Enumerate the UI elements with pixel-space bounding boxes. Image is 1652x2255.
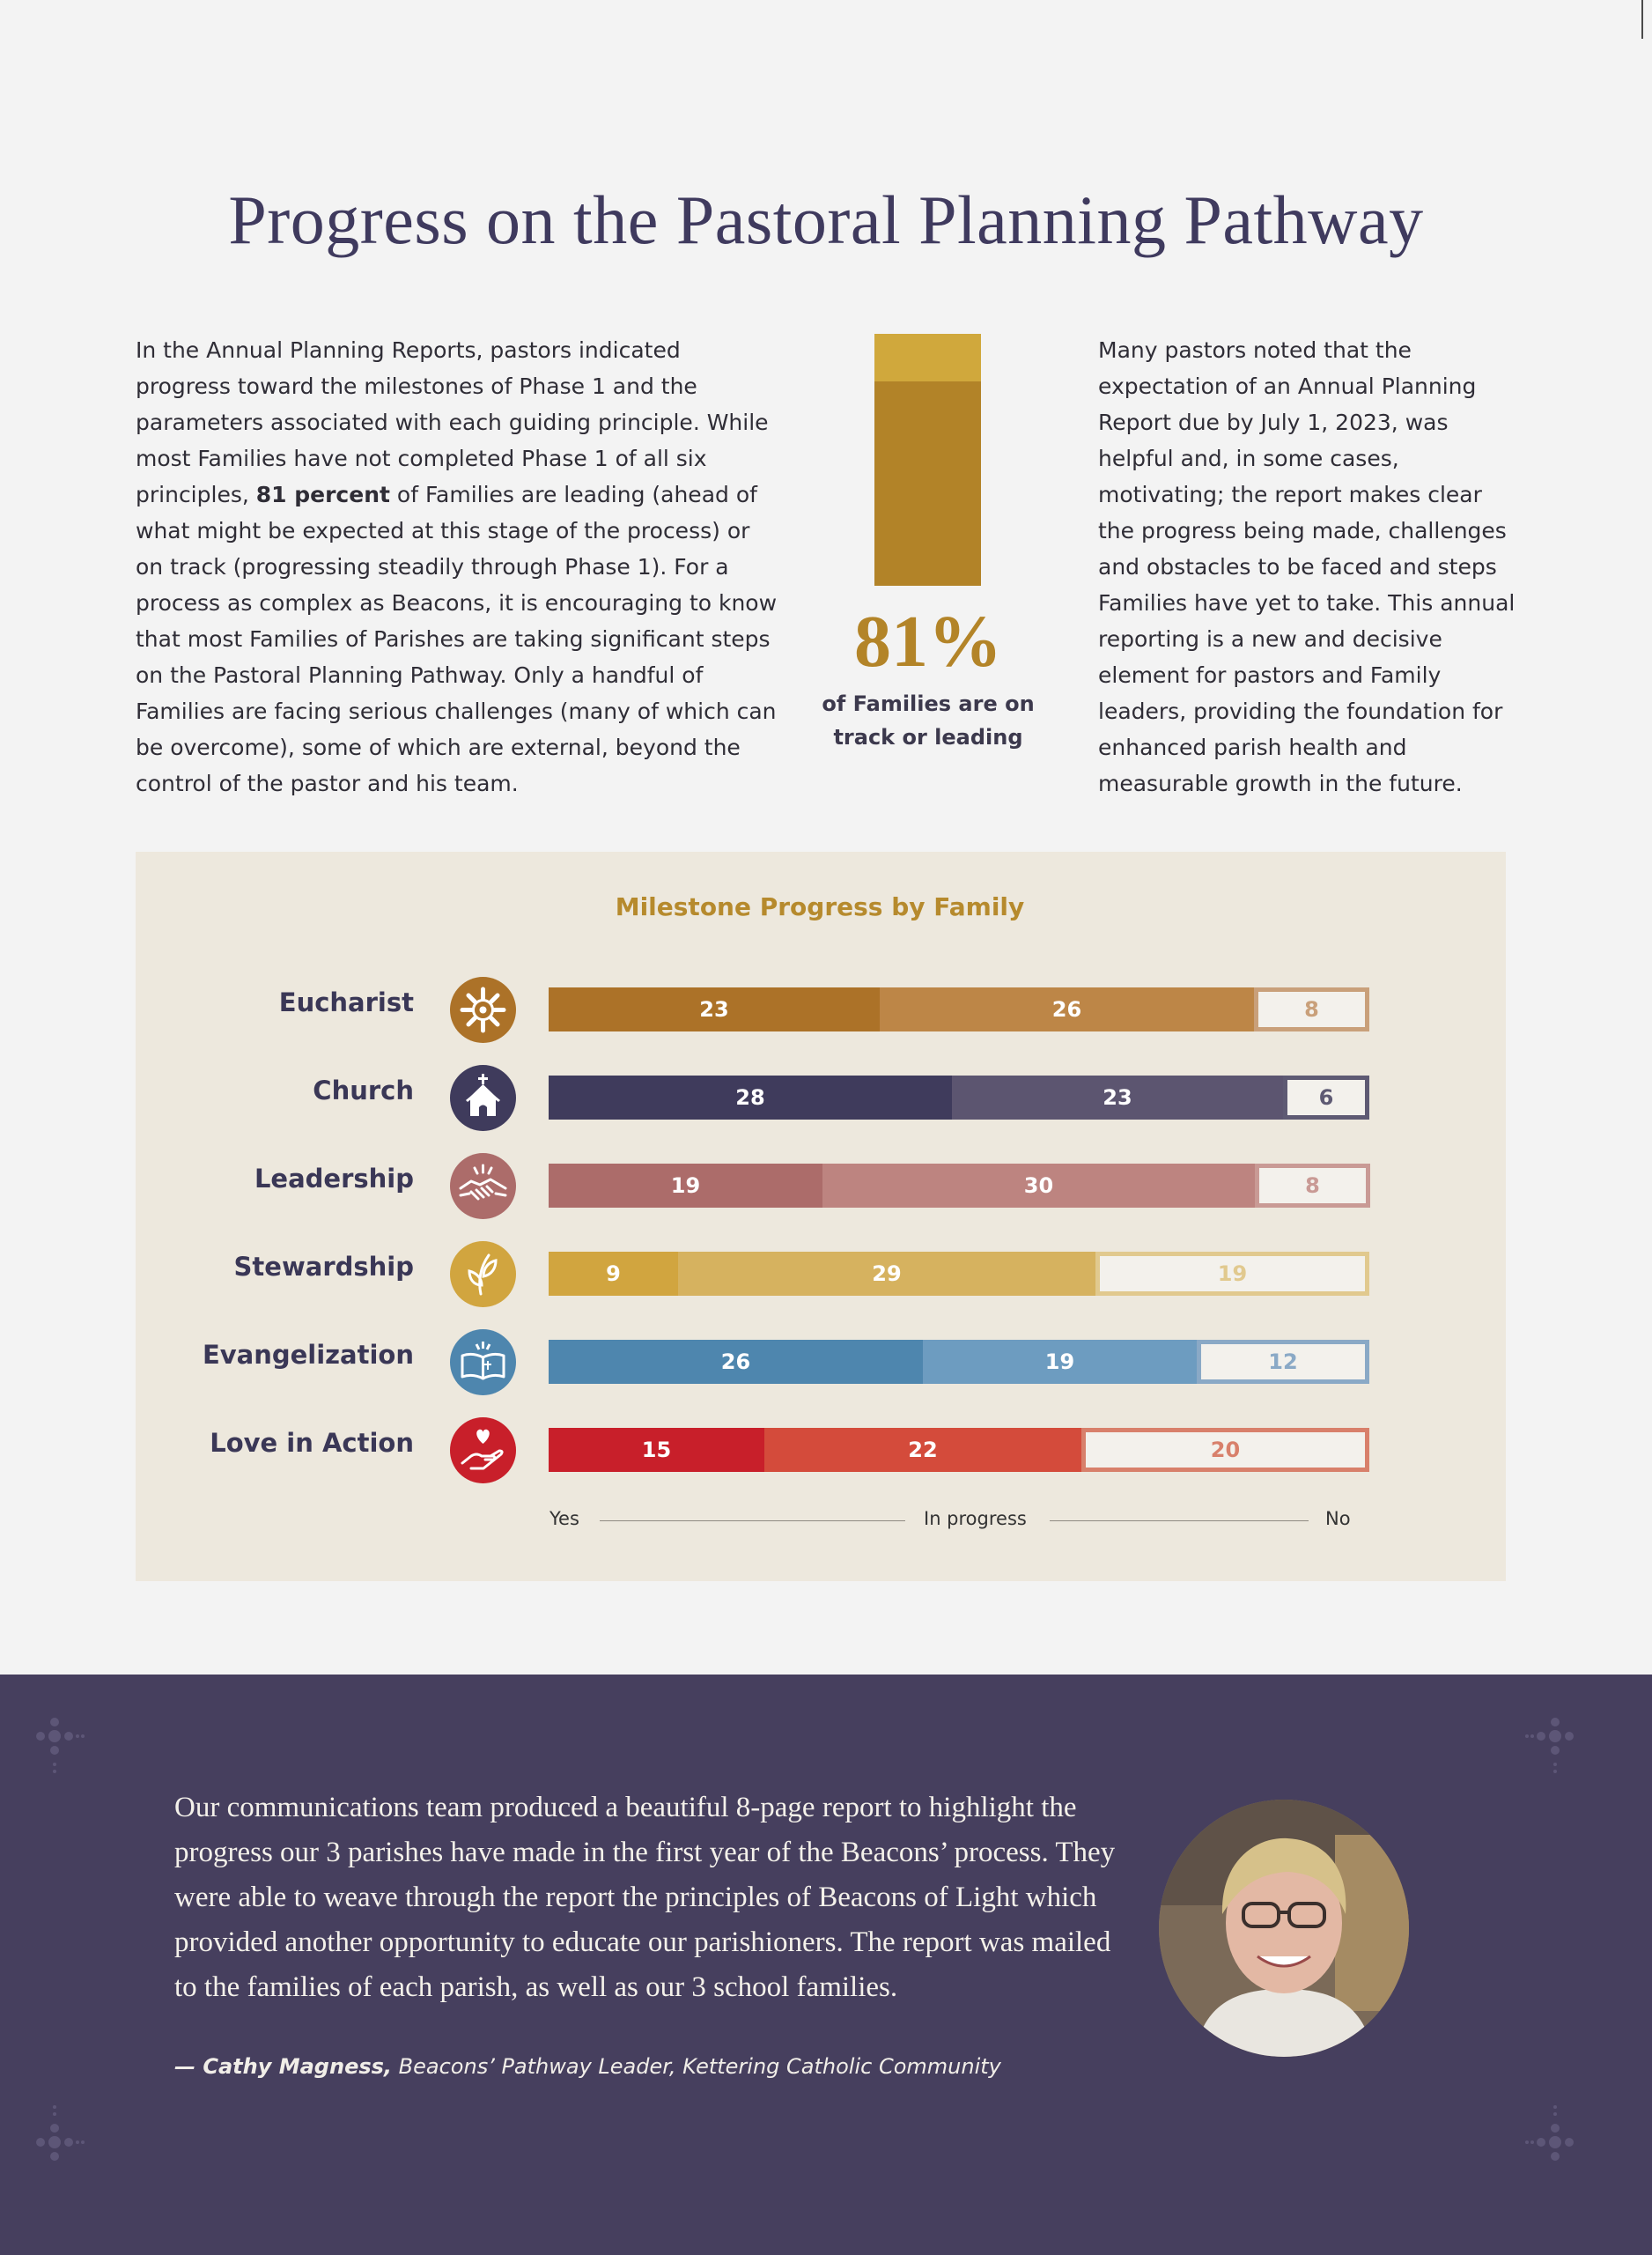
chart-bar-segment: [549, 1340, 923, 1384]
chart-bar-segment: [1283, 1076, 1369, 1120]
chart-data-label: 29: [872, 1261, 902, 1286]
chart-bar-segment: [1197, 1340, 1369, 1384]
handshake-icon: [450, 1153, 516, 1219]
cross-ornament-icon: [26, 2088, 88, 2167]
chart-bar-segment: [549, 1428, 764, 1472]
chart-data-label: 6: [1318, 1085, 1334, 1110]
chart-data-label: 22: [908, 1438, 938, 1462]
chart-bar-segment: [822, 1164, 1255, 1208]
portrait-image: [1159, 1800, 1409, 2057]
chart-category-label: Eucharist: [278, 987, 414, 1017]
cross-ornament-icon: [1522, 2088, 1583, 2167]
page-title: Progress on the Pastoral Planning Pathway: [228, 181, 1424, 258]
legend-in-progress: In progress: [924, 1508, 1027, 1529]
intro-left-paragraph: [136, 332, 778, 802]
testimonial-quote: Our communications team produced a beautiful 8-page report to highlight the progress our 3 parishes have made in the first year of the Beacons’ process. They were able to weave through the report the principles of Beacons of Light which provided another opportunity to educate our parishioners. The report was mailed to the families of each parish, as well as our 3 school families.: [174, 1792, 1116, 2003]
chart-data-label: 9: [606, 1261, 621, 1286]
chart-data-label: 26: [1051, 997, 1082, 1022]
chart-data-label: 30: [1023, 1173, 1054, 1198]
chart-data-label: 15: [641, 1438, 672, 1462]
chart-bar-segment: [678, 1252, 1095, 1296]
chart-bar-segment: [952, 1076, 1283, 1120]
stat-caption-line1: of Families are on: [822, 691, 1035, 716]
chart-bar-segment: [549, 1252, 678, 1296]
chart-bar-segment: [880, 987, 1254, 1031]
intro-right-paragraph: Many pastors noted that the expectation of an Annual Planning Report due by July 1, 2023, was helpful and, in some cases, motivating; the report makes clear the progress being made, challenges and obstacles to be faced and steps Families have yet to take. This annual reporting is a new and decisive element for pastors and Family leaders, providing the foundation for enhanced parish health and measurable growth in the future.: [1098, 337, 1516, 796]
testimonial-attribution: [174, 2054, 1143, 2079]
intro-left-text-2: of Families are leading (ahead of what might be expected at this stage of the process) or on track (progressing steadily through Phase 1). For a process as complex as Beacons, it is encouraging to know that most Families of Parishes are taking significant steps on the Pastoral Planning Pathway. Only a handful of Families are facing serious challenges (many of which can be overcome), some of which are external, beyond the control of the pastor and his team.: [136, 482, 778, 796]
chart-data-label: 28: [735, 1085, 765, 1110]
legend-line-right: [1050, 1520, 1309, 1521]
testimonial-author: — Cathy Magness,: [174, 2054, 393, 2079]
intro-left-text-1: In the Annual Planning Reports, pastors indicated progress toward the milestones of Phase 1 and the parameters associated with each guiding principle. While most Families have not completed Phase 1 of all six principles,: [136, 337, 769, 507]
chart-bar-segment: [764, 1428, 1081, 1472]
wheat-icon: [450, 1241, 516, 1307]
intro-left-bold: 81 percent: [255, 482, 390, 507]
open-bible-icon: [450, 1329, 516, 1395]
stat-progress-remainder: [874, 334, 981, 381]
chart-title: Milestone Progress by Family: [615, 892, 1025, 921]
chart-data-label: 26: [720, 1349, 751, 1374]
stat-caption-line2: track or leading: [833, 725, 1023, 750]
chart-bar-segment: [1081, 1428, 1369, 1472]
chart-category-label: Love in Action: [210, 1428, 414, 1458]
chart-bar-segment: [1095, 1252, 1369, 1296]
testimonial-role: Beacons’ Pathway Leader, Kettering Catholic Community: [392, 2054, 1001, 2079]
chart-data-label: 19: [1044, 1349, 1075, 1374]
chart-bar-segment: [1254, 987, 1369, 1031]
stat-caption: [793, 687, 1064, 754]
chart-category-label: Evangelization: [202, 1340, 414, 1370]
legend-yes: Yes: [549, 1508, 579, 1529]
chart-data-label: 23: [699, 997, 729, 1022]
chart-data-label: 19: [1217, 1261, 1248, 1286]
chart-category-label: Stewardship: [233, 1252, 414, 1282]
stat-percentage: 81%: [854, 601, 1002, 683]
chart-category-label: Leadership: [254, 1164, 414, 1194]
cross-ornament-icon: [1522, 1712, 1583, 1791]
page-edge-mark: [1641, 0, 1643, 39]
chart-data-label: 20: [1210, 1438, 1241, 1462]
heart-hand-icon: [450, 1417, 516, 1483]
chart-category-label: Church: [313, 1076, 414, 1105]
chart-data-label: 19: [670, 1173, 701, 1198]
church-icon: [450, 1065, 516, 1131]
monstrance-icon: [450, 977, 516, 1043]
chart-data-label: 12: [1268, 1349, 1298, 1374]
stat-progress-bar: [874, 334, 981, 586]
chart-bar-segment: [549, 987, 880, 1031]
chart-data-label: 8: [1304, 997, 1319, 1022]
chart-bar-segment: [549, 1076, 952, 1120]
chart-data-label: 8: [1305, 1173, 1320, 1198]
chart-data-label: 23: [1103, 1085, 1132, 1110]
chart-bar-segment: [1255, 1164, 1370, 1208]
chart-bar-segment: [549, 1164, 822, 1208]
legend-line-left: [600, 1520, 905, 1521]
author-portrait: [1159, 1800, 1409, 2057]
chart-bar-segment: [923, 1340, 1197, 1384]
cross-ornament-icon: [26, 1712, 88, 1791]
legend-no: No: [1325, 1508, 1351, 1529]
